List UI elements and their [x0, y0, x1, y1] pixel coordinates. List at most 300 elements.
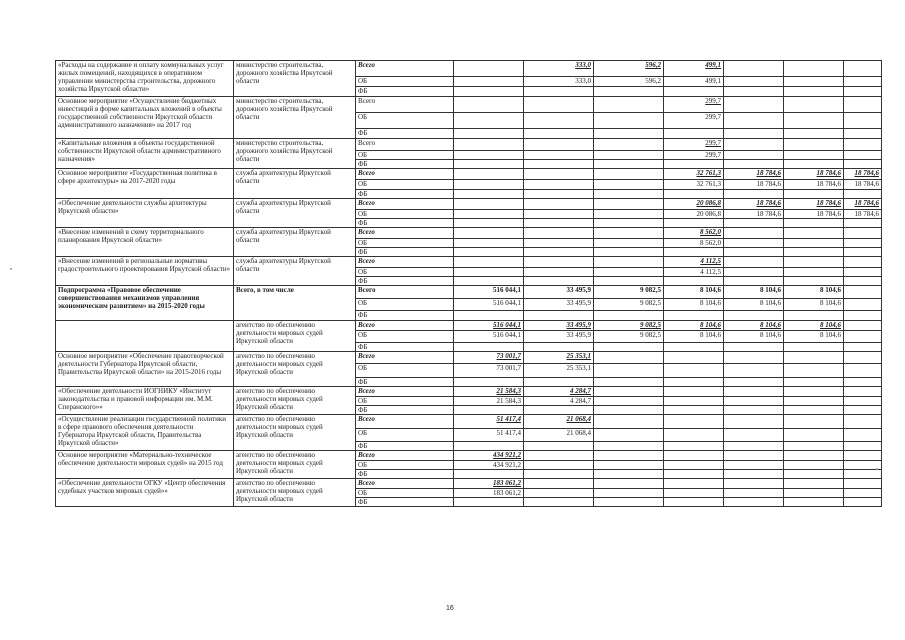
- funding-source-cell: Всего: [356, 352, 454, 364]
- funding-source-cell: ОБ: [356, 331, 454, 343]
- activity-name-cell: «Расходы на содержание и оплату коммунальных услуг жилых помещений, находящихся в оперативном управлении министерства строительства, дорожного хозяйства Иркутской области»: [56, 61, 234, 97]
- funding-source-cell: ОБ: [356, 364, 454, 378]
- value-cell: [594, 257, 664, 268]
- value-cell: [524, 277, 594, 286]
- value-cell: 51 417,4: [454, 415, 524, 429]
- activity-name-cell: «Обеспечение деятельности ОГКУ «Центр обеспечения судебных участков мировых судей»»: [56, 479, 234, 507]
- funding-source-cell: ФБ: [356, 343, 454, 352]
- value-cell: [454, 406, 524, 415]
- executor-cell: министерство строительства, дорожного хозяйства Иркутской области: [234, 97, 356, 139]
- value-cell: [664, 470, 724, 479]
- value-cell: [784, 139, 844, 151]
- value-cell: [594, 415, 664, 429]
- value-cell: [844, 331, 882, 343]
- value-cell: [844, 160, 882, 169]
- funding-source-cell: ФБ: [356, 190, 454, 199]
- value-cell: [724, 461, 784, 470]
- value-cell: [524, 498, 594, 507]
- value-cell: [664, 415, 724, 429]
- value-cell: [594, 442, 664, 451]
- value-cell: [524, 113, 594, 129]
- value-cell: 18 784,6: [784, 199, 844, 210]
- value-cell: 32 761,3: [664, 180, 724, 190]
- funding-source-cell: Всего: [356, 479, 454, 489]
- funding-source-cell: ОБ: [356, 268, 454, 277]
- value-cell: [594, 461, 664, 470]
- value-cell: [594, 113, 664, 129]
- value-cell: [524, 199, 594, 210]
- value-cell: [784, 311, 844, 321]
- value-cell: 9 082,5: [594, 331, 664, 343]
- value-cell: [454, 239, 524, 248]
- value-cell: 18 784,6: [724, 180, 784, 190]
- budget-table: [55, 60, 882, 507]
- table-row: [56, 415, 882, 429]
- value-cell: [524, 257, 594, 268]
- value-cell: 8 104,6: [724, 321, 784, 331]
- table-row: [56, 228, 882, 239]
- value-cell: [724, 277, 784, 286]
- value-cell: [844, 387, 882, 397]
- value-cell: [664, 429, 724, 442]
- value-cell: [844, 139, 882, 151]
- value-cell: [724, 257, 784, 268]
- executor-cell: министерство строительства, дорожного хозяйства Иркутской области: [234, 61, 356, 97]
- value-cell: [844, 415, 882, 429]
- value-cell: [454, 442, 524, 451]
- value-cell: 32 761,3: [664, 169, 724, 180]
- value-cell: [724, 77, 784, 87]
- value-cell: [784, 451, 844, 461]
- executor-cell: агентство по обеспечению деятельности мировых судей Иркутской области: [234, 352, 356, 387]
- value-cell: [844, 397, 882, 406]
- value-cell: [844, 498, 882, 507]
- activity-name-cell: «Внесение изменений в региональные нормативы градостроительного проектирования Иркутской области»: [56, 257, 234, 286]
- table-row: [56, 286, 882, 299]
- value-cell: [454, 97, 524, 113]
- value-cell: [594, 277, 664, 286]
- value-cell: [844, 129, 882, 139]
- value-cell: [724, 343, 784, 352]
- executor-cell: агентство по обеспечению деятельности мировых судей Иркутской области: [234, 479, 356, 507]
- activity-name-cell: «Обеспечение деятельности ИОГНИКУ «Институт законодательства и правовой информации им. М.М. Сперанского»»: [56, 387, 234, 415]
- value-cell: 33 495,9: [524, 321, 594, 331]
- value-cell: [524, 479, 594, 489]
- value-cell: [844, 277, 882, 286]
- value-cell: 499,1: [664, 61, 724, 77]
- funding-source-cell: ОБ: [356, 239, 454, 248]
- value-cell: 299,7: [664, 139, 724, 151]
- value-cell: [844, 406, 882, 415]
- value-cell: [784, 343, 844, 352]
- funding-source-cell: ОБ: [356, 151, 454, 160]
- funding-source-cell: ОБ: [356, 210, 454, 219]
- value-cell: [664, 343, 724, 352]
- value-cell: [524, 461, 594, 470]
- value-cell: 8 104,6: [664, 286, 724, 299]
- value-cell: [594, 199, 664, 210]
- value-cell: [664, 87, 724, 97]
- value-cell: [664, 378, 724, 387]
- value-cell: 8 104,6: [784, 331, 844, 343]
- value-cell: [524, 129, 594, 139]
- value-cell: 299,7: [664, 97, 724, 113]
- funding-source-cell: Всего: [356, 61, 454, 77]
- value-cell: [844, 239, 882, 248]
- value-cell: 20 086,8: [664, 210, 724, 219]
- value-cell: [844, 479, 882, 489]
- value-cell: [594, 180, 664, 190]
- value-cell: [844, 257, 882, 268]
- value-cell: [594, 451, 664, 461]
- value-cell: 18 784,6: [784, 180, 844, 190]
- value-cell: [524, 87, 594, 97]
- value-cell: [454, 77, 524, 87]
- value-cell: 21 068,4: [524, 415, 594, 429]
- value-cell: [454, 219, 524, 228]
- value-cell: [594, 169, 664, 180]
- value-cell: [784, 160, 844, 169]
- value-cell: 8 562,0: [664, 228, 724, 239]
- value-cell: 18 784,6: [784, 169, 844, 180]
- value-cell: 333,0: [524, 61, 594, 77]
- value-cell: [784, 239, 844, 248]
- value-cell: [844, 299, 882, 311]
- value-cell: [594, 429, 664, 442]
- value-cell: [724, 139, 784, 151]
- value-cell: [454, 139, 524, 151]
- value-cell: [784, 228, 844, 239]
- value-cell: [664, 442, 724, 451]
- value-cell: 18 784,6: [844, 180, 882, 190]
- value-cell: 9 082,5: [594, 299, 664, 311]
- funding-source-cell: Всего: [356, 387, 454, 397]
- value-cell: [664, 311, 724, 321]
- value-cell: 8 104,6: [724, 331, 784, 343]
- value-cell: [664, 451, 724, 461]
- value-cell: [844, 87, 882, 97]
- value-cell: [594, 160, 664, 169]
- value-cell: 33 495,9: [524, 331, 594, 343]
- funding-source-cell: ФБ: [356, 87, 454, 97]
- value-cell: [524, 169, 594, 180]
- executor-cell: агентство по обеспечению деятельности мировых судей Иркутской области: [234, 321, 356, 352]
- funding-source-cell: ФБ: [356, 219, 454, 228]
- value-cell: [844, 151, 882, 160]
- value-cell: [594, 151, 664, 160]
- funding-source-cell: ФБ: [356, 378, 454, 387]
- value-cell: 4 284,7: [524, 387, 594, 397]
- value-cell: [594, 479, 664, 489]
- value-cell: [724, 113, 784, 129]
- value-cell: [594, 311, 664, 321]
- value-cell: [784, 87, 844, 97]
- value-cell: 73 001,7: [454, 364, 524, 378]
- funding-source-cell: ОБ: [356, 299, 454, 311]
- value-cell: [664, 498, 724, 507]
- value-cell: [524, 343, 594, 352]
- funding-source-cell: Всего: [356, 321, 454, 331]
- value-cell: [524, 97, 594, 113]
- value-cell: [664, 219, 724, 228]
- value-cell: [524, 442, 594, 451]
- table-row: [56, 169, 882, 180]
- scan-speck: [876, 468, 878, 470]
- value-cell: [594, 378, 664, 387]
- value-cell: [454, 228, 524, 239]
- value-cell: [524, 470, 594, 479]
- activity-name-cell: [56, 321, 234, 352]
- value-cell: [724, 219, 784, 228]
- table-row: [56, 97, 882, 113]
- value-cell: [784, 219, 844, 228]
- value-cell: [844, 113, 882, 129]
- value-cell: [784, 268, 844, 277]
- funding-source-cell: Всего: [356, 415, 454, 429]
- value-cell: [524, 219, 594, 228]
- value-cell: [844, 343, 882, 352]
- value-cell: [724, 151, 784, 160]
- activity-name-cell: Основное мероприятие «Материально-техническое обеспечение деятельности мировых судей» на 2015 год: [56, 451, 234, 479]
- value-cell: 18 784,6: [724, 199, 784, 210]
- value-cell: [724, 489, 784, 498]
- value-cell: [524, 139, 594, 151]
- value-cell: [454, 378, 524, 387]
- value-cell: [594, 387, 664, 397]
- value-cell: [664, 364, 724, 378]
- value-cell: [524, 406, 594, 415]
- funding-source-cell: Всего: [356, 228, 454, 239]
- funding-source-cell: ФБ: [356, 129, 454, 139]
- value-cell: [594, 87, 664, 97]
- value-cell: [594, 219, 664, 228]
- value-cell: [454, 311, 524, 321]
- value-cell: [724, 387, 784, 397]
- funding-source-cell: Всего: [356, 257, 454, 268]
- funding-source-cell: ФБ: [356, 470, 454, 479]
- value-cell: [844, 248, 882, 257]
- value-cell: [784, 97, 844, 113]
- value-cell: [784, 151, 844, 160]
- funding-source-cell: ОБ: [356, 489, 454, 498]
- value-cell: 21 584,3: [454, 387, 524, 397]
- table-row: [56, 479, 882, 489]
- value-cell: [724, 160, 784, 169]
- activity-name-cell: Основное мероприятие «Осуществление бюджетных инвестиций в форме капитальных вложений в объекты государственной собственности Иркутской области административного назначения» на 2017 год: [56, 97, 234, 139]
- funding-source-cell: ФБ: [356, 498, 454, 507]
- value-cell: [844, 228, 882, 239]
- value-cell: [784, 429, 844, 442]
- value-cell: [724, 248, 784, 257]
- value-cell: [784, 77, 844, 87]
- value-cell: [724, 97, 784, 113]
- value-cell: [454, 210, 524, 219]
- value-cell: [454, 190, 524, 199]
- value-cell: [784, 61, 844, 77]
- value-cell: [594, 139, 664, 151]
- value-cell: 18 784,6: [844, 199, 882, 210]
- value-cell: [844, 451, 882, 461]
- funding-source-cell: Всего: [356, 97, 454, 113]
- value-cell: [664, 479, 724, 489]
- value-cell: [594, 343, 664, 352]
- value-cell: [784, 442, 844, 451]
- value-cell: [784, 364, 844, 378]
- value-cell: 33 495,9: [524, 286, 594, 299]
- value-cell: 8 104,6: [724, 299, 784, 311]
- activity-name-cell: Основное мероприятие «Государственная политика в сфере архитектуры» на 2017-2020 годы: [56, 169, 234, 199]
- executor-cell: агентство по обеспечению деятельности мировых судей Иркутской области: [234, 451, 356, 479]
- value-cell: 9 082,5: [594, 286, 664, 299]
- value-cell: [524, 228, 594, 239]
- value-cell: [724, 406, 784, 415]
- value-cell: 18 784,6: [724, 169, 784, 180]
- value-cell: 333,0: [524, 77, 594, 87]
- value-cell: [724, 498, 784, 507]
- value-cell: [844, 97, 882, 113]
- value-cell: 183 061,2: [454, 489, 524, 498]
- value-cell: 516 044,1: [454, 321, 524, 331]
- value-cell: [524, 489, 594, 498]
- value-cell: [844, 489, 882, 498]
- value-cell: [724, 397, 784, 406]
- value-cell: [454, 470, 524, 479]
- value-cell: [524, 151, 594, 160]
- value-cell: 18 784,6: [784, 210, 844, 219]
- activity-name-cell: «Внесение изменений в схему территориального планирования Иркутской области»: [56, 228, 234, 257]
- value-cell: [784, 498, 844, 507]
- value-cell: [784, 352, 844, 364]
- activity-name-cell: Подпрограмма «Правовое обеспечение совершенствования механизмов управления экономическим развитием» на 2015-2020 годы: [56, 286, 234, 321]
- table-row: [56, 139, 882, 151]
- value-cell: [784, 461, 844, 470]
- funding-source-cell: ФБ: [356, 442, 454, 451]
- table-row: [56, 451, 882, 461]
- value-cell: [724, 239, 784, 248]
- funding-source-cell: Всего: [356, 451, 454, 461]
- table-row: [56, 257, 882, 268]
- value-cell: 499,1: [664, 77, 724, 87]
- value-cell: [524, 160, 594, 169]
- executor-cell: служба архитектуры Иркутской области: [234, 199, 356, 228]
- value-cell: [454, 113, 524, 129]
- value-cell: 18 784,6: [844, 210, 882, 219]
- executor-cell: служба архитектуры Иркутской области: [234, 228, 356, 257]
- funding-source-cell: Всего: [356, 286, 454, 299]
- value-cell: [594, 228, 664, 239]
- value-cell: [664, 129, 724, 139]
- value-cell: [724, 470, 784, 479]
- funding-source-cell: ФБ: [356, 248, 454, 257]
- funding-source-cell: ОБ: [356, 461, 454, 470]
- table-row: [56, 199, 882, 210]
- value-cell: [784, 489, 844, 498]
- value-cell: [454, 169, 524, 180]
- value-cell: [724, 415, 784, 429]
- value-cell: [454, 61, 524, 77]
- value-cell: [594, 268, 664, 277]
- value-cell: 8 104,6: [664, 299, 724, 311]
- funding-source-cell: Всего: [356, 169, 454, 180]
- table-row: [56, 387, 882, 397]
- value-cell: [844, 321, 882, 331]
- funding-source-cell: ОБ: [356, 180, 454, 190]
- value-cell: [784, 257, 844, 268]
- value-cell: 8 104,6: [784, 299, 844, 311]
- value-cell: [844, 268, 882, 277]
- value-cell: [724, 268, 784, 277]
- value-cell: 8 104,6: [724, 286, 784, 299]
- value-cell: [594, 352, 664, 364]
- value-cell: [664, 160, 724, 169]
- value-cell: 596,2: [594, 61, 664, 77]
- funding-source-cell: Всего: [356, 139, 454, 151]
- activity-name-cell: Основное мероприятие «Обеспечение правотворческой деятельности Губернатора Иркутской области, Правительства Иркутской области» на 2015-2016 годы: [56, 352, 234, 387]
- value-cell: [454, 248, 524, 257]
- value-cell: [664, 248, 724, 257]
- value-cell: [664, 352, 724, 364]
- value-cell: [784, 406, 844, 415]
- value-cell: [724, 451, 784, 461]
- value-cell: [524, 451, 594, 461]
- value-cell: [724, 429, 784, 442]
- page-number: 16: [446, 605, 454, 612]
- value-cell: [594, 489, 664, 498]
- value-cell: 8 104,6: [784, 286, 844, 299]
- value-cell: 4 284,7: [524, 397, 594, 406]
- value-cell: [844, 442, 882, 451]
- value-cell: [524, 378, 594, 387]
- value-cell: [594, 406, 664, 415]
- value-cell: [724, 378, 784, 387]
- value-cell: 8 104,6: [664, 321, 724, 331]
- value-cell: [454, 257, 524, 268]
- funding-source-cell: ФБ: [356, 277, 454, 286]
- value-cell: [454, 277, 524, 286]
- value-cell: [594, 397, 664, 406]
- value-cell: [784, 415, 844, 429]
- value-cell: 21 068,4: [524, 429, 594, 442]
- value-cell: [844, 470, 882, 479]
- value-cell: [844, 311, 882, 321]
- value-cell: 299,7: [664, 151, 724, 160]
- value-cell: [664, 277, 724, 286]
- value-cell: [724, 442, 784, 451]
- executor-cell: Всего, в том числе: [234, 286, 356, 321]
- value-cell: [724, 190, 784, 199]
- value-cell: 21 584,3: [454, 397, 524, 406]
- executor-cell: агентство по обеспечению деятельности мировых судей Иркутской области: [234, 415, 356, 451]
- value-cell: [664, 461, 724, 470]
- activity-name-cell: «Обеспечение деятельности службы архитектуры Иркутской области»: [56, 199, 234, 228]
- value-cell: [784, 129, 844, 139]
- funding-source-cell: Всего: [356, 199, 454, 210]
- value-cell: [784, 378, 844, 387]
- executor-cell: агентство по обеспечению деятельности мировых судей Иркутской области: [234, 387, 356, 415]
- funding-source-cell: ОБ: [356, 429, 454, 442]
- value-cell: [454, 180, 524, 190]
- value-cell: [454, 151, 524, 160]
- value-cell: [784, 248, 844, 257]
- value-cell: [664, 397, 724, 406]
- table-body: [56, 61, 882, 507]
- value-cell: [724, 479, 784, 489]
- funding-source-cell: ОБ: [356, 397, 454, 406]
- funding-source-cell: ОБ: [356, 77, 454, 87]
- value-cell: 434 921,2: [454, 451, 524, 461]
- value-cell: [724, 228, 784, 239]
- value-cell: [524, 268, 594, 277]
